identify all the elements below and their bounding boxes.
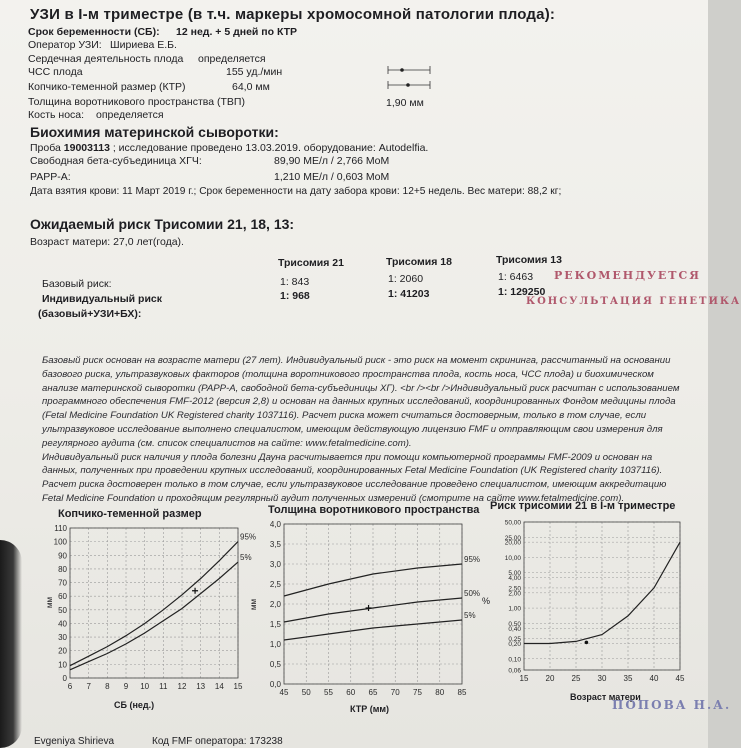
- crl-label: Копчико-теменной размер (КТР): [28, 81, 186, 93]
- x-tick-label: 60: [346, 688, 356, 697]
- y-tick-label: 0,10: [508, 656, 521, 664]
- x-tick-label: 20: [545, 674, 555, 683]
- x-tick-label: 70: [390, 688, 400, 697]
- y-tick-label: 20: [58, 646, 67, 656]
- series-label: 5%: [240, 553, 252, 563]
- y-tick-label: 110: [54, 524, 67, 533]
- patient-marker: [192, 588, 198, 594]
- t18-base: 1: 2060: [388, 273, 424, 285]
- crl-range-marker: [388, 81, 430, 89]
- para-line: (Fetal Medicine Foundation UK Registered charity 1037116). Расчет риска может считаться достоверным, только в том случае, если: [42, 410, 647, 422]
- x-tick-label: 6: [67, 682, 73, 691]
- t13-indiv: 1: 129250: [498, 286, 546, 298]
- stamp-recommended: РЕКОМЕНДУЕТСЯ: [554, 269, 701, 282]
- y-tick-label: 2,0: [269, 600, 281, 609]
- stamp-genetics: КОНСУЛЬТАЦИЯ ГЕНЕТИКА: [526, 296, 741, 307]
- col-t13: Трисомия 13: [496, 254, 562, 266]
- operator-name: Шириева Е.Б.: [110, 39, 177, 51]
- sample-row: [30, 142, 428, 154]
- indiv-risk-sub: (базовый+УЗИ+БХ):: [38, 308, 142, 320]
- y-tick-label: 0,20: [508, 641, 521, 649]
- plot-frame: [70, 528, 238, 678]
- chart1-title: Копчико-теменной размер: [58, 508, 202, 520]
- operator-label: Оператор УЗИ:: [28, 39, 102, 51]
- chart-t21-risk: [478, 512, 703, 694]
- y-tick-label: 5,00: [508, 570, 521, 578]
- chart3-ylabel: %: [482, 596, 491, 606]
- t21-indiv: 1: 968: [280, 290, 310, 302]
- gestation-value: 12 нед. + 5 дней по КТР: [176, 26, 298, 38]
- y-tick-label: 0,06: [508, 667, 521, 675]
- x-tick-label: 30: [597, 674, 607, 683]
- mother-age: Возраст матери: 27,0 лет(года).: [30, 236, 184, 248]
- nt-label: Толщина воротникового пространства (ТВП): [28, 96, 245, 108]
- para-line: Индивидуальный риск наличия у плода болезни Дауна расчитывается при помощи компьютерной программы FMF-2009 и основан на: [42, 451, 653, 463]
- chart3-title: Риск трисомии 21 в I-м триместре: [490, 500, 676, 512]
- x-tick-label: 9: [123, 682, 129, 691]
- t21-base: 1: 843: [280, 276, 310, 288]
- y-tick-label: 2,50: [508, 585, 521, 593]
- chart2-xlabel: КТР (мм): [350, 704, 390, 714]
- y-tick-label: 90: [58, 551, 67, 561]
- chart-nt: [250, 516, 490, 706]
- sample-info: ; исследование проведено 13.03.2019. оборудование: Autodelfia.: [112, 142, 429, 154]
- chart1-ylabel: мм: [45, 597, 54, 608]
- crl-value: 64,0 мм: [232, 81, 270, 93]
- chart2-ylabel: мм: [249, 599, 258, 610]
- y-tick-label: 30: [58, 633, 67, 643]
- sample-id: 19003113: [63, 142, 110, 154]
- y-tick-label: 10: [58, 660, 67, 670]
- pappa-label: PAPP-A:: [30, 171, 71, 183]
- x-tick-label: 45: [279, 688, 289, 697]
- para-line: Fetal Medicine Foundation и проходящим регулярный аудит полученных измерений (смотрите на сайте www.fetalmedicine.com).: [42, 492, 625, 504]
- para-line: данных, полученных при проведении крупных исследований, координированных Fetal Medicine Foundation (UK Registered charity 1037116).: [42, 465, 663, 477]
- para-line: ультразвуковое исследование выполнено специалистом, имеющим действующую лицензию FMF и отправляющим свои измерения для: [42, 423, 663, 435]
- t13-base: 1: 6463: [498, 271, 534, 283]
- nt-value: 1,90 мм: [386, 97, 424, 109]
- biochem-title: Биохимия материнской сыворотки:: [30, 124, 279, 140]
- x-tick-label: 25: [571, 674, 581, 683]
- y-tick-label: 50: [58, 605, 67, 615]
- chart-crl: [40, 520, 260, 700]
- heart-value: определяется: [198, 53, 266, 65]
- gestation-label: Срок беременности (СБ):: [28, 26, 160, 38]
- y-tick-label: 20,00: [504, 539, 521, 547]
- para-line: программного обеспечения FMF-2012 (версия 2,8) и основан на данных крупных исследований, координированных Фондом медицины плода: [42, 396, 676, 408]
- explanation-paragraph: [42, 354, 702, 506]
- x-tick-label: 35: [623, 674, 633, 683]
- x-tick-label: 65: [368, 688, 378, 697]
- y-tick-label: 0: [62, 674, 67, 683]
- hr-label: ЧСС плода: [28, 66, 83, 78]
- x-tick-label: 45: [675, 674, 685, 683]
- hr-range-marker: [388, 66, 430, 74]
- y-tick-label: 1,00: [508, 605, 521, 613]
- x-tick-label: 55: [324, 688, 333, 697]
- y-tick-label: 0,5: [269, 660, 281, 669]
- y-tick-label: 40: [58, 619, 67, 629]
- y-tick-label: 25,00: [504, 534, 521, 542]
- y-tick-label: 1,5: [269, 620, 281, 629]
- series-line-95pct: [70, 542, 238, 666]
- hcg-label: Свободная бета-субъединица ХГЧ:: [30, 155, 202, 167]
- indiv-risk-label: Индивидуальный риск: [42, 293, 163, 305]
- x-tick-label: 14: [214, 682, 224, 691]
- y-tick-label: 0,50: [508, 620, 521, 628]
- y-tick-label: 80: [58, 564, 67, 574]
- chart3-xlabel: Возраст матери: [570, 692, 641, 702]
- para-line: базового риска, ультразвуковых факторов (толщина воротникового пространства плода, кость носа, ЧСС плода) и биохимическом: [42, 368, 654, 380]
- y-tick-label: 0,40: [508, 625, 521, 633]
- heart-label: Сердечная деятельность плода: [28, 53, 184, 65]
- signature-stamp: ПОПОВА Н.А.: [612, 698, 732, 712]
- x-tick-label: 80: [435, 688, 445, 697]
- pappa-value: 1,210 МЕ/л / 0,603 MoM: [274, 171, 390, 183]
- x-tick-label: 13: [196, 682, 206, 691]
- col-t21: Трисомия 21: [278, 257, 344, 269]
- x-tick-label: 40: [649, 674, 659, 683]
- risk-title: Ожидаемый риск Трисомии 21, 18, 13:: [30, 216, 295, 232]
- base-risk-label: Базовый риск:: [42, 278, 112, 290]
- hr-value: 155 уд./мин: [226, 66, 283, 78]
- y-tick-label: 10,00: [504, 554, 521, 562]
- footer-name: Evgeniya Shirieva: [34, 736, 115, 747]
- x-tick-label: 10: [140, 682, 150, 691]
- x-tick-label: 7: [86, 682, 91, 691]
- patient-marker: [585, 641, 589, 645]
- y-tick-label: 4,0: [269, 520, 281, 529]
- x-tick-label: 8: [105, 682, 110, 691]
- series-label: 50%: [464, 589, 481, 598]
- para-line: анализе материнской сыворотки (PAPP-A, свободной бета-субъединицы ХГ). <br /><br />Индивидуальный риск расчитан с использованием: [42, 382, 680, 394]
- col-t18: Трисомия 18: [386, 256, 452, 268]
- para-line: Базовый риск основан на возрасте матери (27 лет). Индивидуальный риск - это риск на момент скрининга, рассчитанный на основании: [42, 355, 671, 366]
- range-markers: [380, 62, 440, 96]
- x-tick-label: 85: [457, 688, 467, 697]
- x-tick-label: 15: [519, 674, 529, 683]
- series-label: 95%: [240, 532, 257, 542]
- nasal-value: определяется: [96, 109, 164, 121]
- y-tick-label: 2,5: [269, 580, 281, 589]
- y-tick-label: 1,0: [269, 640, 281, 649]
- y-tick-label: 60: [58, 592, 67, 602]
- series-label: 5%: [464, 611, 476, 620]
- report-title: УЗИ в I-м триместре (в т.ч. маркеры хромосомной патологии плода):: [30, 6, 556, 23]
- y-tick-label: 4,00: [508, 575, 521, 583]
- x-tick-label: 50: [301, 688, 311, 697]
- series-label: 95%: [464, 555, 481, 564]
- finger-shadow: [0, 540, 22, 748]
- x-tick-label: 15: [233, 682, 243, 691]
- chart2-title: Толщина воротникового пространства: [268, 504, 480, 516]
- y-tick-label: 70: [58, 578, 67, 588]
- y-tick-label: 3,0: [269, 560, 281, 569]
- blood-date: Дата взятия крови: 11 Март 2019 г.; Срок беременности на дату забора крови: 12+5 недель. Вес матери: 88,2 кг;: [30, 186, 562, 197]
- y-tick-label: 0,25: [508, 636, 521, 644]
- x-tick-label: 12: [177, 682, 187, 691]
- patient-marker: [366, 605, 372, 611]
- para-line: Расчет риска достоверен только в том случае, если ультразвуковое исследование проведено специалистом, имеющим аккредитацию: [42, 479, 667, 491]
- t18-indiv: 1: 41203: [388, 288, 430, 300]
- nasal-label: Кость носа:: [28, 109, 85, 121]
- y-tick-label: 0,0: [269, 680, 281, 689]
- chart1-xlabel: СБ (нед.): [114, 700, 155, 710]
- para-line: регулярного аудита (см. список специалистов на сайте: www.fetalmedicine.com).: [42, 437, 412, 449]
- y-tick-label: 100: [53, 537, 67, 547]
- x-tick-label: 11: [159, 682, 168, 691]
- y-tick-label: 50,00: [504, 519, 521, 527]
- sample-label: Проба: [30, 142, 61, 154]
- y-tick-label: 3,5: [269, 540, 281, 549]
- y-tick-label: 2,00: [508, 590, 521, 598]
- footer-operator-code: Код FMF оператора: 173238: [152, 736, 283, 747]
- hcg-value: 89,90 МЕ/л / 2,766 MoM: [274, 155, 390, 167]
- x-tick-label: 75: [413, 688, 422, 697]
